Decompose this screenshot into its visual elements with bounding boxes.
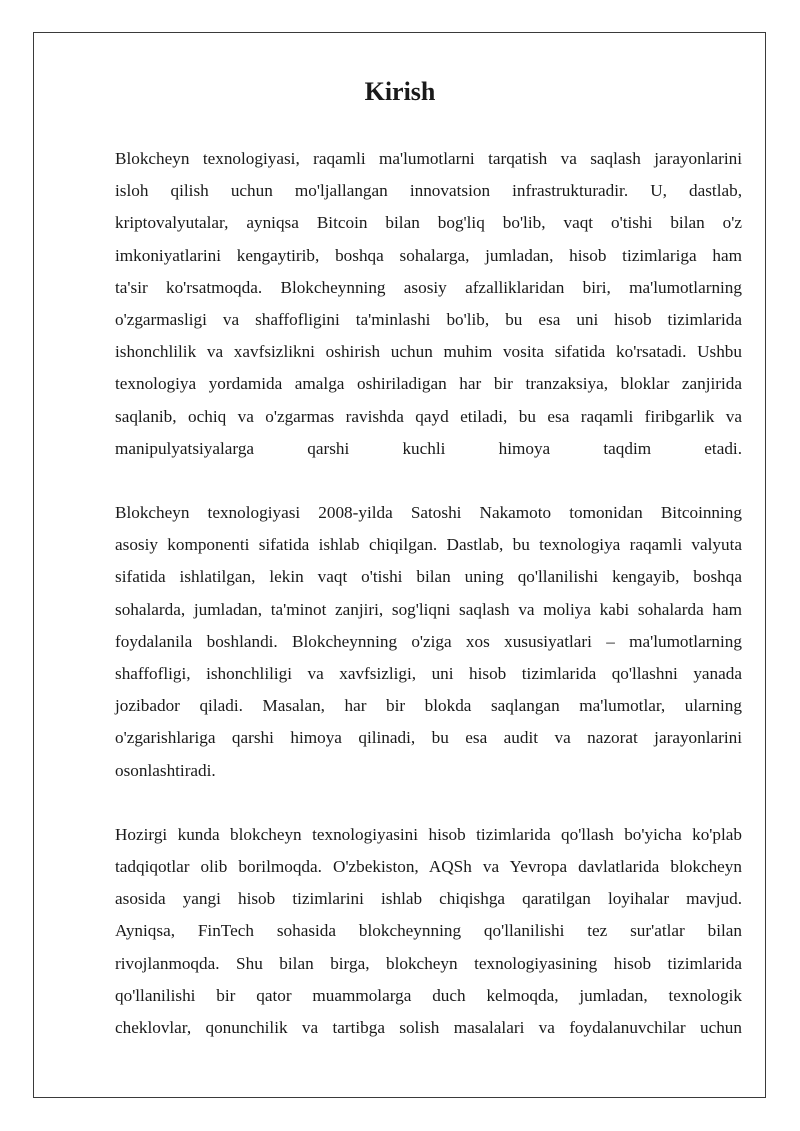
paragraph-line: sifatida ishlatilgan, lekin vaqt o'tishi bilan uning qo'llanilishi kengayib, boshqa <box>115 567 742 587</box>
paragraph-line: ishonchlilik va xavfsizlikni oshirish uchun muhim vosita sifatida ko'rsatadi. Ushbu <box>115 342 742 362</box>
document-body <box>115 143 742 1076</box>
paragraph-line: cheklovlar, qonunchilik va tartibga solish masalalari va foydalanuvchilar uchun <box>115 1018 742 1038</box>
paragraph-1 <box>115 143 742 465</box>
paragraph-line: o'zgarishlariga qarshi himoya qilinadi, bu esa audit va nazorat jarayonlarini <box>115 728 742 748</box>
paragraph-line: tadqiqotlar olib borilmoqda. O'zbekiston, AQSh va Yevropa davlatlarida blokcheyn <box>115 857 742 877</box>
paragraph-line: sohalarda, jumladan, ta'minot zanjiri, sog'liqni saqlash va moliya kabi sohalarda ham <box>115 599 742 619</box>
paragraph-line: saqlanib, ochiq va o'zgarmas ravishda qayd etiladi, bu esa raqamli firibgarlik va <box>115 406 742 426</box>
paragraph-line: asosida yangi hisob tizimlarini ishlab chiqishga qaratilgan loyihalar mavjud. <box>115 889 742 909</box>
paragraph-line: asosiy komponenti sifatida ishlab chiqilgan. Dastlab, bu texnologiya raqamli valyuta <box>115 535 742 555</box>
paragraph-line: osonlashtiradi. <box>115 760 216 780</box>
paragraph-line: kriptovalyutalar, ayniqsa Bitcoin bilan bog'liq bo'lib, vaqt o'tishi bilan o'z <box>115 213 742 233</box>
paragraph-line: rivojlanmoqda. Shu bilan birga, blokcheyn texnologiyasining hisob tizimlarida <box>115 953 742 973</box>
paragraph-line: shaffofligi, ishonchliligi va xavfsizligi, uni hisob tizimlarida qo'llashni yanada <box>115 664 742 684</box>
paragraph-line: isloh qilish uchun mo'ljallangan innovatsion infrastrukturadir. U, dastlab, <box>115 181 742 201</box>
paragraph-line: imkoniyatlarini kengaytirib, boshqa sohalarga, jumladan, hisob tizimlariga ham <box>115 245 742 265</box>
paragraph-line: Ayniqsa, FinTech sohasida blokcheynning qo'llanilishi tez sur'atlar bilan <box>115 921 742 941</box>
paragraph-line: Blokcheyn texnologiyasi 2008-yilda Satoshi Nakamoto tomonidan Bitcoinning <box>115 503 742 523</box>
paragraph-2 <box>115 497 742 787</box>
paragraph-line: ta'sir ko'rsatmoqda. Blokcheynning asosiy afzalliklaridan biri, ma'lumotlarning <box>115 277 742 297</box>
paragraph-line: texnologiya yordamida amalga oshiriladigan har bir tranzaksiya, bloklar zanjirida <box>115 374 742 394</box>
paragraph-line: Blokcheyn texnologiyasi, raqamli ma'lumotlarni tarqatish va saqlash jarayonlarini <box>115 149 742 168</box>
paragraph-line: manipulyatsiyalarga qarshi kuchli himoya taqdim etadi. <box>115 438 742 458</box>
paragraph-3 <box>115 819 742 1044</box>
page-title: Kirish <box>364 77 436 106</box>
paragraph-line: foydalanila boshlandi. Blokcheynning o'ziga xos xususiyatlari – ma'lumotlarning <box>115 631 742 651</box>
paragraph-line: qo'llanilishi bir qator muammolarga duch kelmoqda, jumladan, texnologik <box>115 985 742 1005</box>
paragraph-line: Hozirgi kunda blokcheyn texnologiyasini hisob tizimlarida qo'llash bo'yicha ko'plab <box>115 824 742 844</box>
paragraph-line: jozibador qiladi. Masalan, har bir blokda saqlangan ma'lumotlar, ularning <box>115 696 742 716</box>
paragraph-line: o'zgarmasligi va shaffofligini ta'minlashi bo'lib, bu esa uni hisob tizimlarida <box>115 310 742 330</box>
